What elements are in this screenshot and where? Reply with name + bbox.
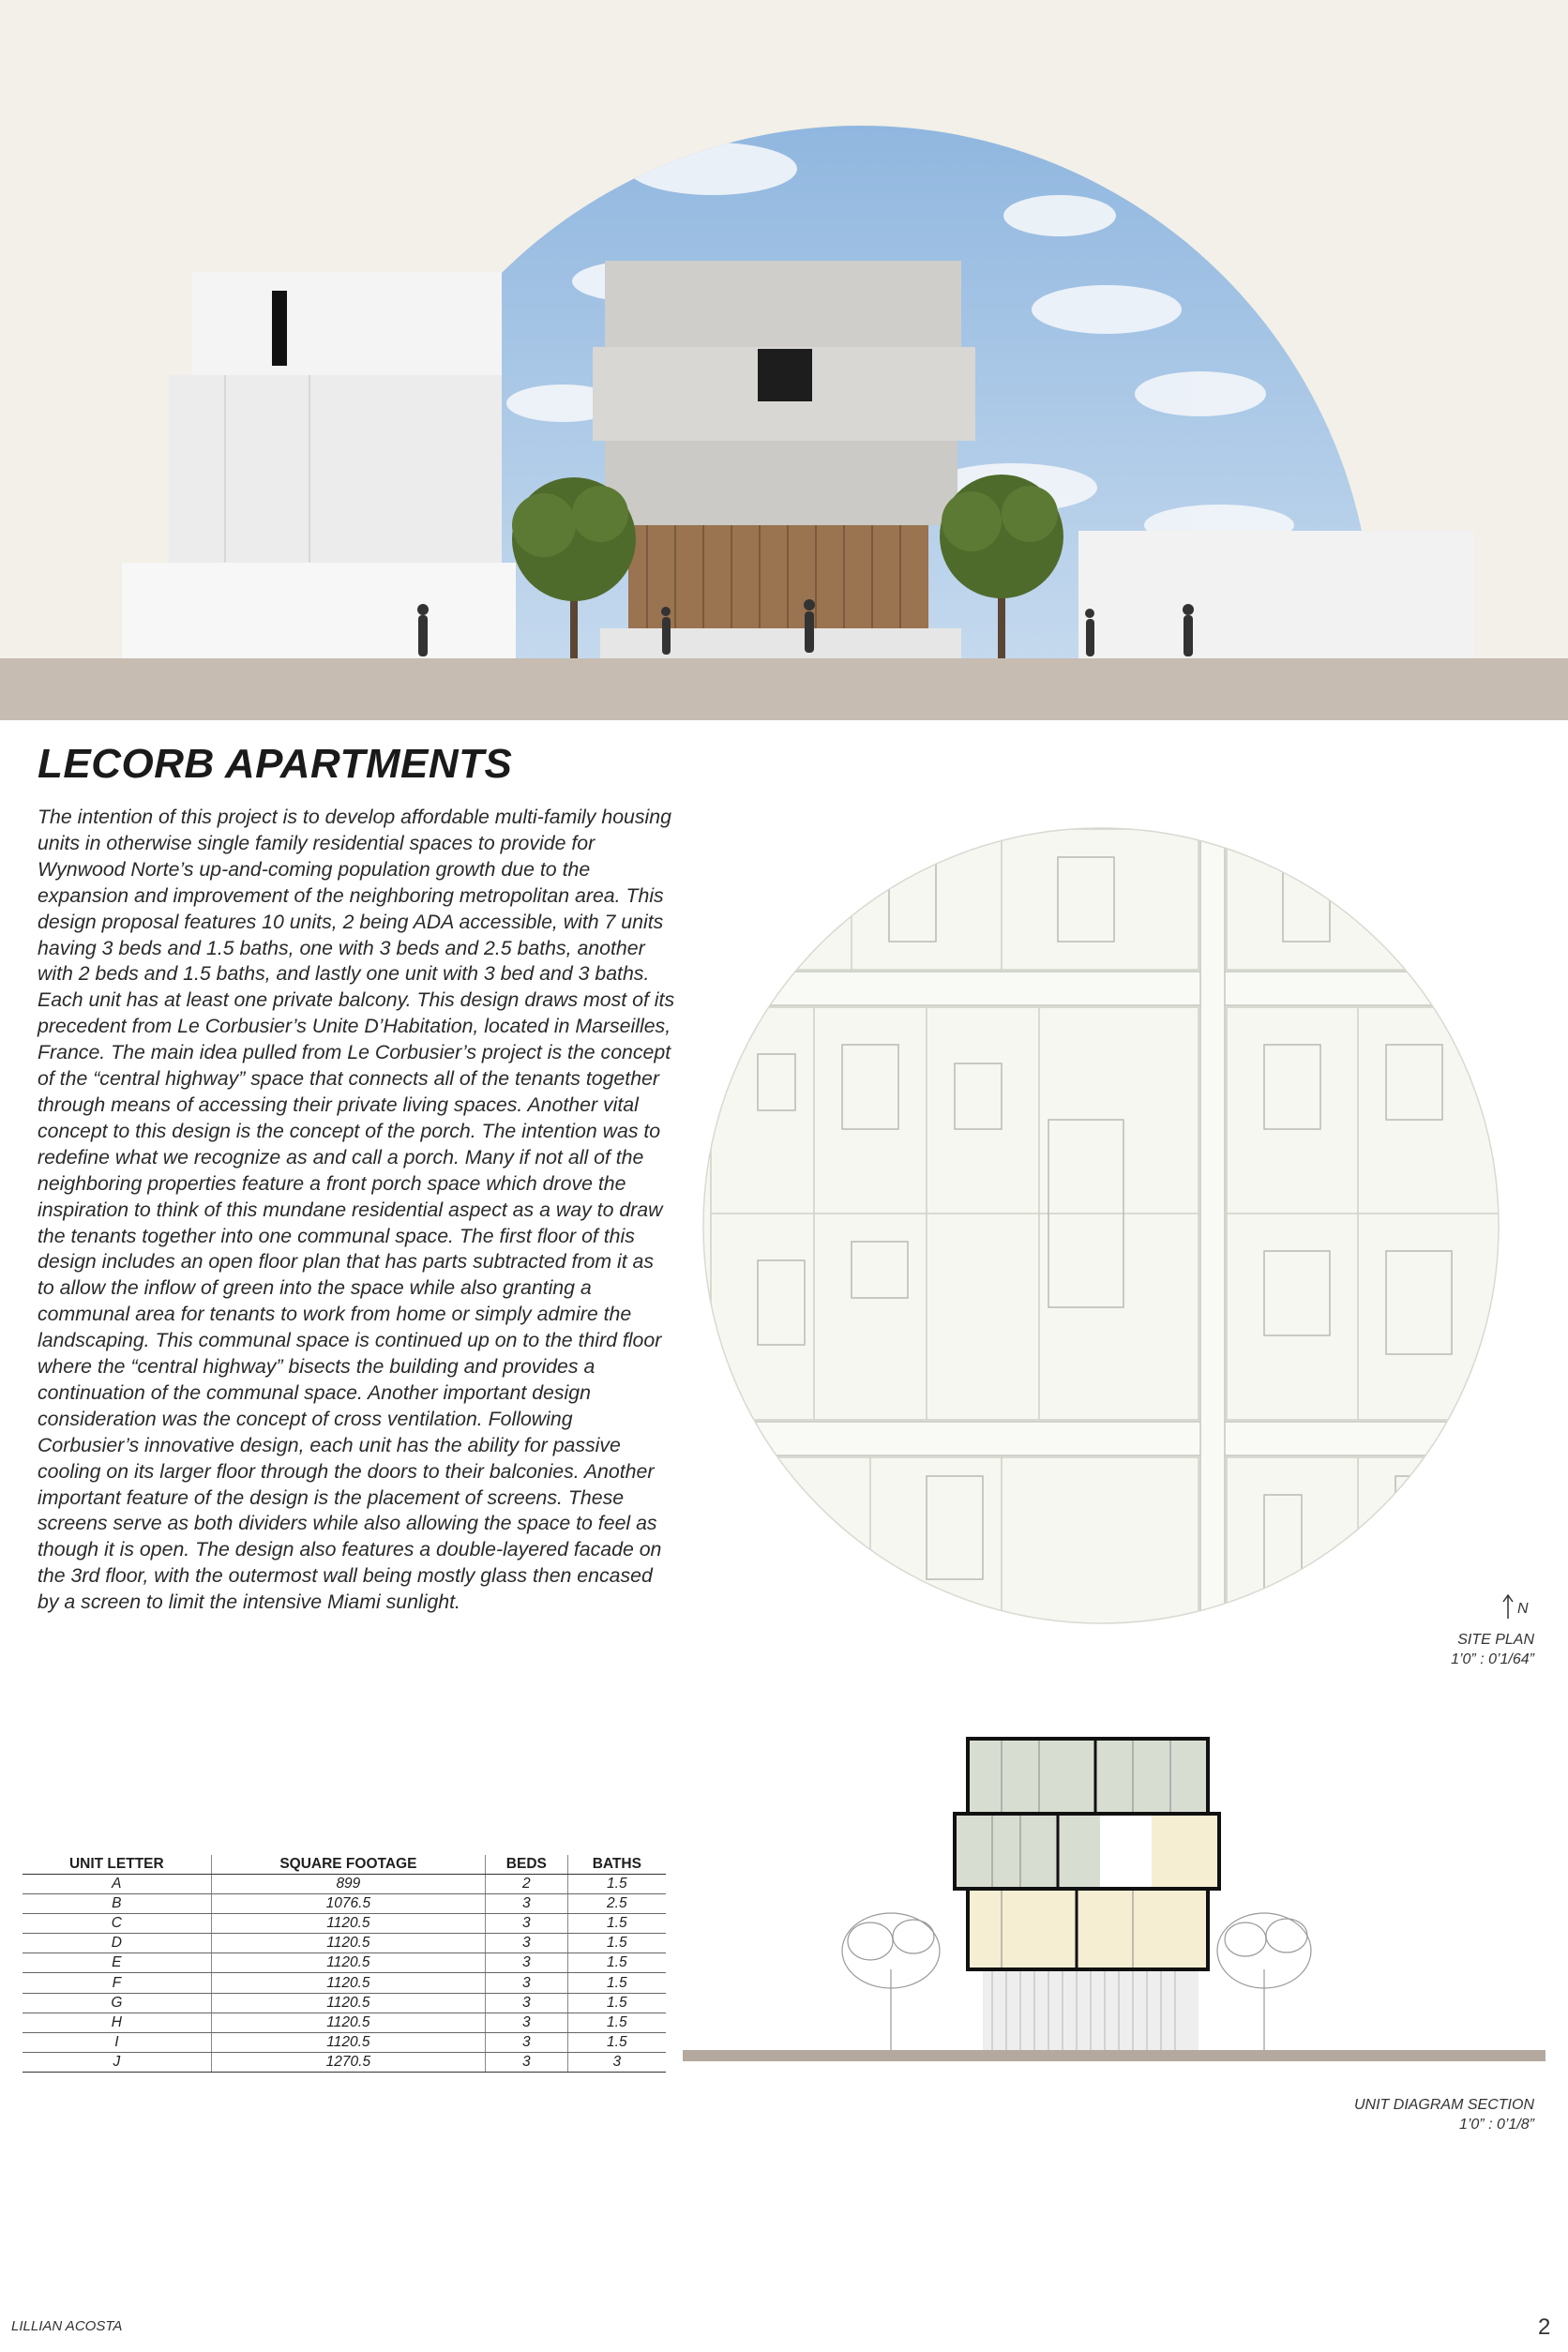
cell-beds: 3 — [486, 2052, 568, 2072]
table-row — [23, 1934, 666, 1953]
cell-baths: 1.5 — [567, 1953, 666, 1973]
cell-unit: A — [23, 1875, 211, 1894]
section-scale: 1’0” : 0’1/8” — [1458, 2117, 1534, 2133]
table-row — [23, 1894, 666, 1914]
north-label: N — [1517, 1601, 1529, 1617]
table-row — [23, 2032, 666, 2052]
cell-beds: 3 — [486, 2013, 568, 2032]
cell-unit: D — [23, 1934, 211, 1953]
section-title: UNIT DIAGRAM SECTION — [1353, 2097, 1534, 2113]
section-tree-right — [1217, 1913, 1311, 2050]
unit-table — [23, 1855, 666, 2073]
cell-sqft: 1120.5 — [211, 1914, 485, 1934]
section-tree-left — [842, 1913, 940, 2050]
unit-section-drawing — [683, 1735, 1545, 2091]
table-header-row — [23, 1855, 666, 1875]
cell-unit: E — [23, 1953, 211, 1973]
project-title: LECORB APARTMENTS — [38, 741, 513, 787]
cell-sqft: 899 — [211, 1875, 485, 1894]
site-plan-caption — [1313, 1630, 1534, 1669]
cell-beds: 3 — [486, 1914, 568, 1934]
cell-sqft: 1270.5 — [211, 2052, 485, 2072]
main-building — [593, 261, 975, 658]
header-unit-letter: UNIT LETTER — [23, 1855, 211, 1875]
table-row — [23, 1914, 666, 1934]
section-caption — [1219, 2095, 1534, 2134]
elevation-rendering — [0, 0, 1568, 720]
neighbor-building-right — [1078, 531, 1474, 658]
cell-sqft: 1120.5 — [211, 1973, 485, 1993]
cell-baths: 1.5 — [567, 2032, 666, 2052]
page-number: 2 — [1538, 2314, 1551, 2340]
cell-baths: 1.5 — [567, 2013, 666, 2032]
cell-baths: 1.5 — [567, 1875, 666, 1894]
cell-sqft: 1120.5 — [211, 2032, 485, 2052]
cell-unit: F — [23, 1973, 211, 1993]
author-name: LILLIAN ACOSTA — [11, 2318, 123, 2334]
cell-beds: 3 — [486, 1993, 568, 2013]
cell-beds: 3 — [486, 1973, 568, 1993]
cell-sqft: 1120.5 — [211, 1934, 485, 1953]
site-plan-drawing — [701, 820, 1500, 1632]
cell-baths: 1.5 — [567, 1914, 666, 1934]
north-arrow-icon — [1499, 1592, 1536, 1621]
project-description: The intention of this project is to develop affordable multi-family housing units in otherwise single family residential spaces to provide for Wynwood Norte’s up-and-coming population growth due to the expansion and improvement of the neighboring metropolitan area. This design proposal features 10 units, 2 being ADA accessible, with 7 units having 3 beds and 1.5 baths, one with 3 beds and 2.5 baths, another with 2 beds and 1.5 baths, and lastly one unit with 3 bed and 3 baths. Each unit has at least one private balcony. This design draws most of its precedent from Le Corbusier’s Unite D’Habitation, located in Marseilles, France. The main idea pulled from Le Corbusier’s project is the concept of the “central highway” space that connects all of the tenants together through means of accessing their private living spaces. Another vital concept to this design is the concept of the porch. The intention was to redefine what we recognize as and call a porch. Many if not all of the neighboring properties feature a front porch space which drove the inspiration to think of this mundane residential aspect as a way to draw the tenants together into one communal space. The first floor of this design includes an open floor plan that has parts subtracted from it as to allow the inflow of green into the space while also granting a communal area for tenants to work from home or simply admire the landscaping. This communal space is continued up on to the third floor where the “central highway” bisects the building and provides a continuation of the communal space. Another important design consideration was the concept of cross ventilation. Following Corbusier’s innovative design, each unit has the ability for passive cooling on its larger floor through the doors to their balconies. Another important feature of the design is the placement of screens. These screens serve as both dividers while also allowing the space to feel as though it is open. The design also features a double-layered facade on the 3rd floor, with the outermost wall being mostly glass then encased by a screen to limit the intensive Miami sunlight. — [38, 806, 675, 1614]
cell-unit: J — [23, 2052, 211, 2072]
cell-unit: I — [23, 2032, 211, 2052]
header-beds: BEDS — [486, 1855, 568, 1875]
cell-baths: 1.5 — [567, 1973, 666, 1993]
site-plan-scale: 1’0” : 0’1/64” — [1451, 1651, 1534, 1667]
cell-beds: 3 — [486, 2032, 568, 2052]
ground-band — [0, 658, 1568, 720]
cell-sqft: 1120.5 — [211, 2013, 485, 2032]
cell-beds: 3 — [486, 1934, 568, 1953]
table-row — [23, 2052, 666, 2072]
cell-unit: C — [23, 1914, 211, 1934]
cell-unit: H — [23, 2013, 211, 2032]
table-row — [23, 1973, 666, 1993]
header-baths: BATHS — [567, 1855, 666, 1875]
cell-beds: 3 — [486, 1953, 568, 1973]
cell-beds: 2 — [486, 1875, 568, 1894]
cell-sqft: 1120.5 — [211, 1953, 485, 1973]
cell-unit: B — [23, 1894, 211, 1914]
cell-unit: G — [23, 1993, 211, 2013]
table-row — [23, 1953, 666, 1973]
header-square-footage: SQUARE FOOTAGE — [211, 1855, 485, 1875]
cell-baths: 3 — [567, 2052, 666, 2072]
table-row — [23, 1993, 666, 2013]
cell-baths: 2.5 — [567, 1894, 666, 1914]
cell-beds: 3 — [486, 1894, 568, 1914]
site-plan-title: SITE PLAN — [1457, 1632, 1534, 1648]
cell-sqft: 1076.5 — [211, 1894, 485, 1914]
cell-sqft: 1120.5 — [211, 1993, 485, 2013]
cell-baths: 1.5 — [567, 1934, 666, 1953]
table-row — [23, 1875, 666, 1894]
table-row — [23, 2013, 666, 2032]
cell-baths: 1.5 — [567, 1993, 666, 2013]
